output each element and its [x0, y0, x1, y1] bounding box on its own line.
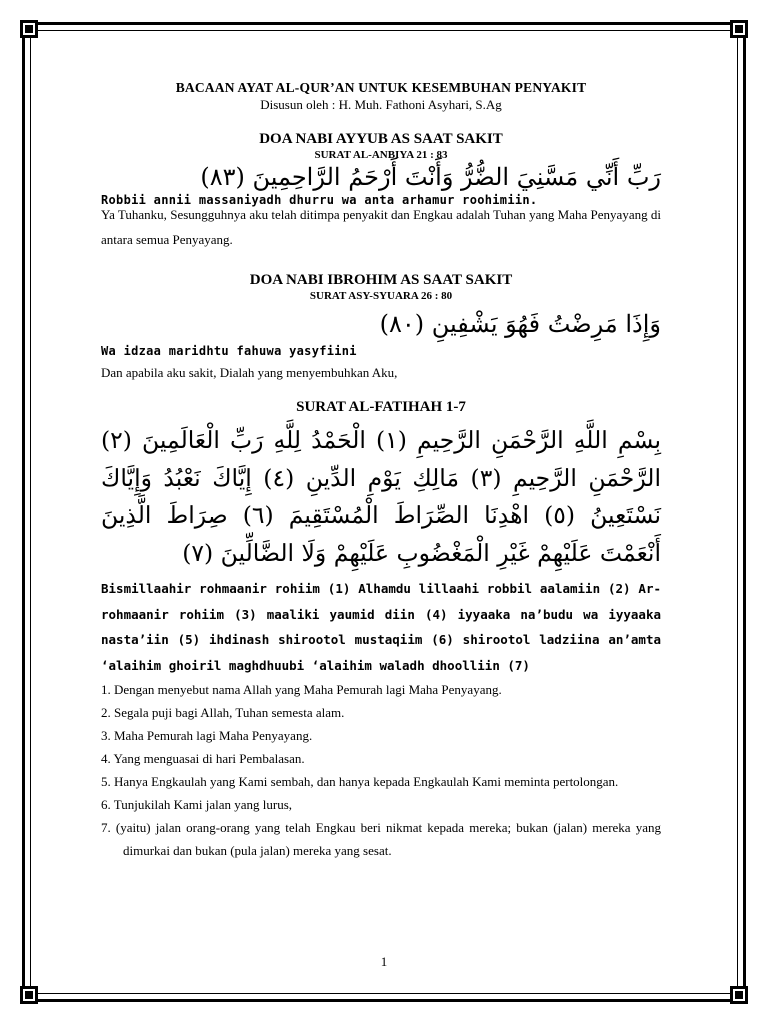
transliteration-ayyub: Robbii annii massaniyadh dhurru wa anta arhamur roohimiin. — [101, 193, 538, 207]
translation-item: 4. Yang menguasai di hari Pembalasan. — [101, 751, 305, 766]
corner-ornament-top-left — [14, 14, 44, 44]
transliteration-ibrohim: Wa idzaa maridhtu fahuwa yasyfiini — [101, 344, 357, 358]
translation-item: 3. Maha Pemurah lagi Maha Penyayang. — [101, 728, 313, 743]
section-title-fatihah: SURAT AL-FATIHAH 1-7 — [296, 399, 466, 415]
translation-item: 1. Dengan menyebut nama Allah yang Maha Pemurah lagi Maha Penyayang. — [101, 682, 502, 697]
corner-ornament-bottom-right — [724, 980, 754, 1010]
arabic-verse-ibrohim: وَإِذَا مَرِضْتُ فَهُوَ يَشْفِينِ (٨٠) — [379, 310, 661, 338]
translation-ayyub: Ya Tuhanku, Sesungguhnya aku telah ditimpa penyakit dan Engkau adalah Tuhan yang Maha Penyayang di antara semua Penyayang. — [101, 207, 661, 247]
translation-item: 2. Segala puji bagi Allah, Tuhan semesta alam. — [101, 705, 345, 720]
document-body — [101, 78, 661, 862]
section-surah-ibrohim: SURAT ASY-SYUARA 26 : 80 — [309, 290, 453, 302]
page-number: 1 — [380, 954, 388, 969]
document-author: Disusun oleh : H. Muh. Fathoni Asyhari, S.Ag — [260, 97, 502, 112]
translation-item: 6. Tunjukilah Kami jalan yang lurus, — [101, 797, 293, 812]
section-title-ayyub: DOA NABI AYYUB AS SAAT SAKIT — [259, 131, 503, 147]
transliteration-fatihah: Bismillaahir rohmaanir rohiim (1) Alhamdu lillaahi robbil aalamiin (2) Ar-rohmaanir rohiim (3) maaliki yaumid diin (4) iyyaaka na’budu wa iyyaaka nasta’iin (5) ihdinash shirootol mustaqiim (6) shirootol ladziina an’amta ‘alaihim ghoiril maghdhuubi ‘alaihim waladh dhoolliin (7) — [101, 581, 661, 673]
arabic-verse-fatihah: بِسْمِ اللَّهِ الرَّحْمَنِ الرَّحِيمِ (١) الْحَمْدُ لِلَّهِ رَبِّ الْعَالَمِينَ (٢) الرَّحْمَنِ الرَّحِيمِ (٣) مَالِكِ يَوْمِ الدِّينِ (٤) إِيَّاكَ نَعْبُدُ وَإِيَّاكَ نَسْتَعِينُ (٥) اهْدِنَا الصِّرَاطَ الْمُسْتَقِيمَ (٦) صِرَاطَ الَّذِينَ أَنْعَمْتَ عَلَيْهِمْ غَيْرِ الْمَغْضُوبِ عَلَيْهِمْ وَلَا الضَّالِّينَ (٧) — [101, 426, 661, 567]
section-title-ibrohim: DOA NABI IBROHIM AS SAAT SAKIT — [249, 272, 513, 288]
translation-item: 7. (yaitu) jalan orang-orang yang telah Engkau beri nikmat kepada mereka; bukan (jalan) mereka yang dimurkai dan bukan (pula jalan) mereka yang sesat. — [101, 820, 661, 858]
translation-list-fatihah — [101, 678, 661, 862]
translation-item: 5. Hanya Engkaulah yang Kami sembah, dan hanya kepada Engkaulah Kami meminta pertolongan. — [101, 774, 619, 789]
translation-ibrohim: Dan apabila aku sakit, Dialah yang menyembuhkan Aku, — [101, 365, 398, 380]
corner-ornament-top-right — [724, 14, 754, 44]
section-surah-ayyub: SURAT AL-ANBIYA 21 : 83 — [314, 149, 448, 161]
corner-ornament-bottom-left — [14, 980, 44, 1010]
document-title: BACAAN AYAT AL-QUR’AN UNTUK KESEMBUHAN PENYAKIT — [175, 80, 587, 95]
arabic-verse-ayyub: رَبِّ أَنِّي مَسَّنِيَ الضُّرُّ وَأَنْتَ أَرْحَمُ الرَّاحِمِينَ (٨٣) — [200, 163, 661, 191]
